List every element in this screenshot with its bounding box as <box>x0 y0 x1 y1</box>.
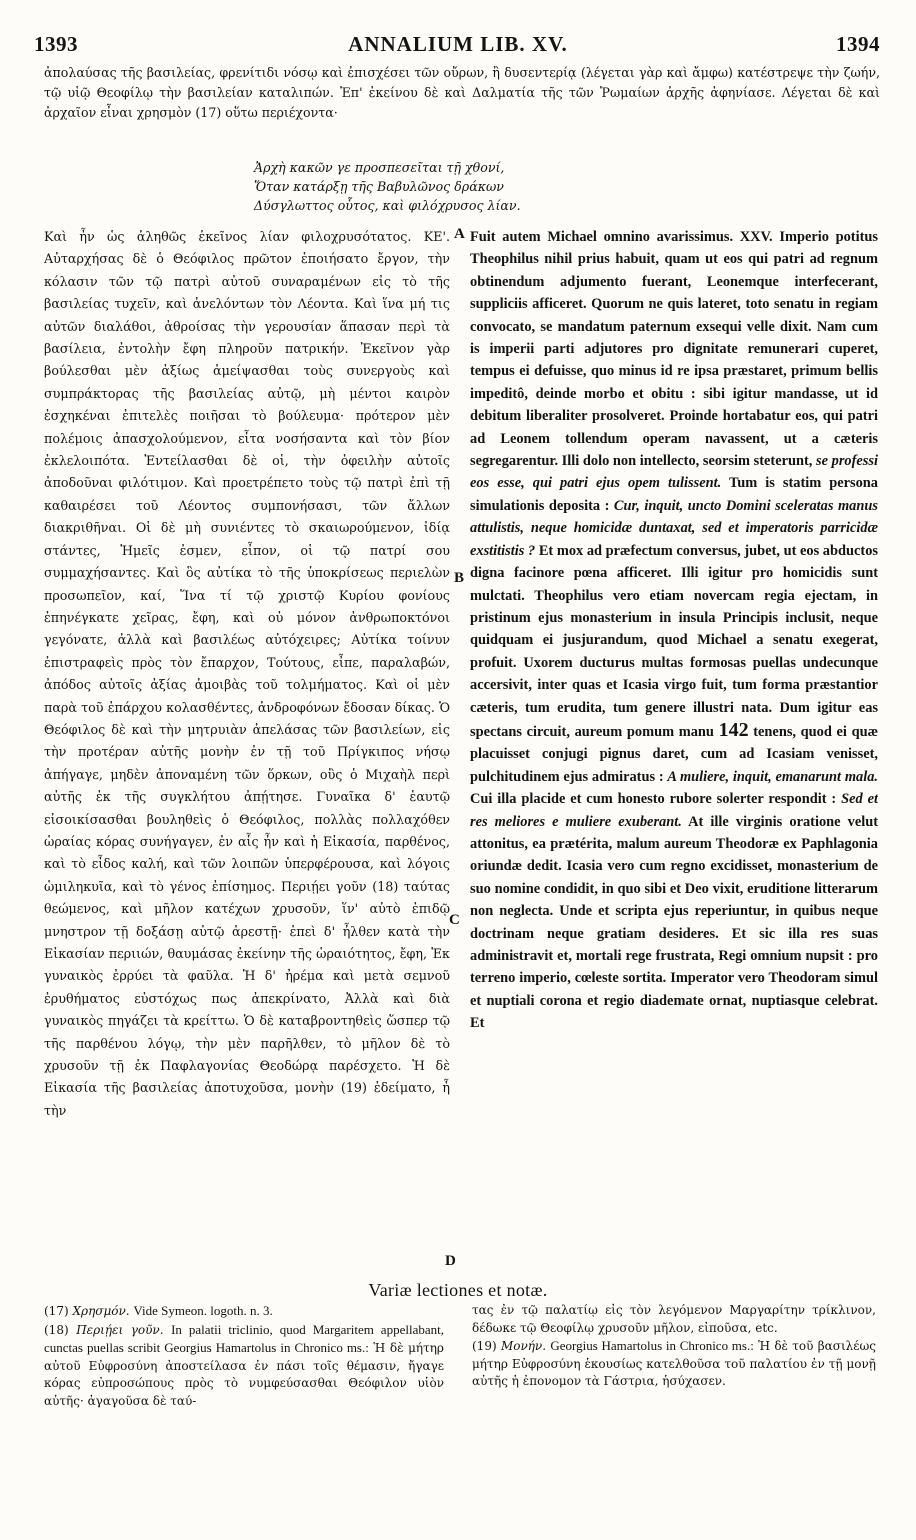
page-marker: 142 <box>718 718 749 741</box>
margin-letter-b: B <box>454 570 465 586</box>
latin-text: Cui illa placide et cum honesto rubore solerter respondit : <box>470 791 837 808</box>
latin-italic: se professi eos esse, qui patri ejus opem tulissent. <box>470 453 878 492</box>
intro-greek-paragraph: ἀπολαύσας τῆς βασιλείας, φρενίτιδι νόσῳ καὶ ἐπισχέσει τῶν οὔρων, ἢ δυσεντερίᾳ (λέγεται γὰρ καὶ ἄμφω) κατέστρεψε τὴν ζωήν, τῷ υἱῷ Θεοφίλῳ τὴν βασιλείαν καταλιπών. Ἐπ' ἐκείνου δὲ καὶ Δαλματία τῆς τῶν Ῥωμαίων ἀρχῆς ἀφηνίασε. Λέγεται δὲ καὶ ἀρχαῖον εἶναι χρησμὸν (17) οὕτω περιέχοντα· <box>44 65 880 120</box>
oracle-verse <box>254 158 774 215</box>
latin-italic: A muliere, inquit, emanarunt mala. <box>667 768 878 785</box>
note-number: (17) <box>44 1304 69 1318</box>
note-number: (18) <box>44 1322 69 1337</box>
note-text: Vide Symeon. logoth. n. 3. <box>133 1303 273 1318</box>
latin-column <box>470 226 878 1285</box>
right-page-number: 1394 <box>836 32 880 56</box>
latin-text: At ille virginis oratione velut attonitus, ea prætérita, malum aureum Theodoræ ex Paphlagonia oriundæ dedit. Icasia vero cum regno excidisset, monasterium de suo nomine condidit, in quo sibi et Deo vixit, eruditione litterarum non neglecta. Unde et scripta ejus reperiuntur, in quibus neque doctrinam neque gratiam desideres. Et sic illa res suas administravit et, mortali rege frustrata, Regi omnium nupsit : pro terreno imperio, cœleste sortita. Imperator vero Theodoram simul et nuptiali corona et regio diademate ornat, nuptiasque celebrat. Et <box>470 813 878 1032</box>
verse-line: Δύσγλωττος οὗτος, καὶ φιλόχρυσος λίαν. <box>254 198 521 213</box>
notes-left-column <box>44 1302 444 1411</box>
verse-line: Ὅταν κατάρξῃ τῆς Βαβυλῶνος δράκων <box>254 179 504 194</box>
note-text: Georgius Hamartolus in Chronico ms.: <box>550 1338 754 1354</box>
margin-letter-a: A <box>454 226 465 242</box>
note-text: In palatii triclinio, quod Margaritem appellabant, cunctas puellas scribit Georgius Hamartolus in Chronico ms.: <box>44 1321 444 1356</box>
latin-text: Et mox ad præfectum conversus, jubet, ut eos abductos digna facinore pœna afficeret. Illi igitur pro homicidis sunt mulctati. Theophilus vero etiam novercam regia ejectam, in pristinum ejus monasterium in insula Principis inclusit, neque quidquam ei jusjurandum, quod Michael a senatu exegerat, profuit. Uxorem ducturus multas formosas puellas undecunque accersivit, inter quas et Icasia virgo fuit, tum forma præstantior cæteris, tum erudita, tum genere illustri nata. Dum igitur eas spectans circuit, aureum pomum manu <box>470 542 878 740</box>
note-greek: Ἡ δὲ μήτηρ αὐτοῦ Εὐφροσύνη ἀποστείλασα ἐν πάσι τοῖς θέμασιν, ἤγαγε κόρας εὐπροσώπους πρὸς τὸ νυμφεύσασθαι Θεόφιλον υἱὸν αὐτῆς· ἀγαγοῦσα δὲ ταύ- <box>44 1341 444 1408</box>
left-page-number: 1393 <box>34 32 78 56</box>
notes-heading: Variæ lectiones et notæ. <box>368 1280 548 1300</box>
note-lemma: Μονήν. <box>500 1339 547 1354</box>
note-lemma: Περιῄει γοῦν. <box>76 1322 164 1337</box>
note-number: (19) <box>472 1339 497 1354</box>
notes-right-column <box>472 1302 876 1391</box>
note-greek: τας ἐν τῷ παλατίῳ εἰς τὸν λεγόμενον Μαργαρίτην τρίκλινον, δέδωκε τῷ Θεοφίλῳ χρυσοῦν μῆλον, εἰποῦσα, etc. <box>472 1303 876 1335</box>
latin-text: Fuit autem Michael omnino avarissimus. XXV. Imperio potitus Theophilus nihil prius habuit, quam ut eos qui patri ad regnum obtinendum adjumento fuerant, Leonemque interfecerant, suppliciis afficeret. Quorum ne quis lateret, toto senatu in regiam convocato, se mandatum paternum exsequi velle dixit. Nam cum is imperii parti adjutores pro dignitate remunerari cuperet, tempus ei defuisse, quo minus id re ipsa præstaret, primum bellis impeditô, deinde morbo et obitu : sibi igitur mandasse, ut id debitum liberaliter prosolveret. Proinde hortabatur eos, qui patri ad Leonem tollendum operam navassent, ut a cæteris segregarentur. Illi dolo non intellecto, seorsim steterunt, <box>470 229 878 470</box>
latin-text: Tum is statim persona simulationis deposita : <box>470 475 878 514</box>
note-greek: Ἡ δὲ τοῦ βασιλέως μήτηρ Εὐφροσύνη ἑκουσίως κατελθοῦσα τοῦ παλατίου ἐν τῇ μονῇ αὐτῆς ἡ ἐπονομον τὰ Γάστρια, ἡσύχασεν. <box>472 1339 876 1389</box>
verse-line: Ἀρχὴ κακῶν γε προσπεσεῖται τῇ χθονί, <box>254 160 505 175</box>
latin-italic: Cur, inquit, uncto Domini sceleratas manus attulistis, neque homicidæ duntaxat, sed et imperatoris parricidæ exstitistis ? <box>470 497 878 559</box>
greek-column: Καὶ ἦν ὡς ἀληθῶς ἐκεῖνος λίαν φιλοχρυσότατος. ΚΕ'. Αὐταρχήσας δὲ ὁ Θεόφιλος πρῶτον ἐποιήσατο ἔργον, τὴν κόλασιν τῶν τῷ πατρὶ αὐτοῦ συναραμένων εἰς τὸ τῆς βασιλείας τυχεῖν, καὶ ἀνελόντων τὸν Λέοντα. Καὶ ἵνα μή τις αὐτῶν διαλάθοι, ἀθροίσας τὴν γερουσίαν ἅπασαν περὶ τὰ βασίλεια, ἐντολὴν ἔφη πληροῦν πατρικήν. Ἐκεῖνον γὰρ βούλεσθαι μὲν ἀξίως ἀμείψασθαι τοὺς συνεργοὺς καὶ συμπράκτορας τῆς βασιλείας αὐτῷ, μὴ μέντοι καιρὸν ἐσχηκέναι ἐπιτελὲς ποιῆσαι τὸ βούλευμα· πρότερον μὲν πολέμοις ἀπασχολούμενον, εἶτα νοσήσαντα καὶ τὸν βίον ἐκλελοιπότα. Ἐντείλασθαι δὲ οἱ, τὴν ὀφειλὴν αὐτοῖς ἀποδοῦναι φιλότιμον. Καὶ προετρέπετο τοὺς τῷ πατρὶ ἐπὶ τῇ καθαιρέσει τοῦ Λέοντος συμπονήσασι, τῶν ἄλλων διακριθῆναι. Οἱ δὲ μὴ συνιέντες τὸ σκαιωρούμενον, ἰδίᾳ στάντες, Ἡμεῖς ἐσμεν, εἶπον, οἱ τῷ πατρί σου συμμαχήσαντες. Καὶ ὃς αὐτίκα τὸ τῆς ὑποκρίσεως περιελὼν προσωπεῖον, καί, Ἵνα τί τῷ χριστῷ Κυρίου φονίους ἐπηνέγκατε χεῖρας, ἔφη, καὶ οὐ μόνον ἀνθρωποκτόνοι γεγόνατε, ἀλλὰ καὶ βασιλέως αὐτόχειρες; Αὐτίκα τοίνυν ἐπιστραφεὶς πρὸς τὸν ἔπαρχον, Τούτους, εἶπε, παραλαβών, ἀπόδος αὐτοῖς ἀξίας ἀμοιβὰς τοῦ τολμήματος. Καὶ οἱ μὲν παρὰ τοῦ ἐπάρχου κολασθέντες, ἀνδροφόνων ἔδοσαν δίκας. Ὁ Θεόφιλος δὲ καὶ τὴν μητρυιὰν ἀπελάσας τῶν βασιλείων, εἰς τὴν προτέραν αὐτῆς μονὴν ἐν τῇ τοῦ Πρίγκιπος νήσῳ ἀπήγαγε, μηδὲν ἀποναμένη τῶν ὅρκων, οὓς ὁ Μιχαὴλ περὶ αὐτῆς ἐκ τῆς συγκλήτου ἀπῄτησε. Γυναῖκα δ' ἑαυτῷ εἰσοικίσασθαι βουληθεὶς ὁ Θεόφιλος, πολλὰς πολλαχόθεν ὡραίας κόρας συνήγαγεν, ἐν αἷς ἦν καὶ ἡ Εἰκασία, παρθένος, καὶ τὸ εἶδος καλή, καὶ τῶν λοιπῶν ὑπερφέρουσα, καὶ λόγοις ὡμιληκυῖα, καὶ τὸ γένος ἐπίσημος. Περιῄει γοῦν (18) ταύτας θεώμενος, καὶ μῆλον κατέχων χρυσοῦν, ἵν' αὐτὸ ἐπιδῷ μνηστρον τῇ δοξάσῃ αὐτῷ ἀρεστῇ· ἐπεὶ δ' ἦλθεν κατὰ τὴν Εἰκασίαν περιιών, θαυμάσας ἐκείνην τῆς ὡραιότητος, ἔφη, Ἐκ γυναικὸς ἐρρύει τὰ φαῦλα. Ἡ δ' ἠρέμα καὶ μετὰ σεμνοῦ ἐρυθήματος εὐστόχως πως ἀπεκρίνατο, Ἀλλὰ καὶ διὰ γυναικὸς πηγάζει τὰ κρείττω. Ὁ δὲ καταβροντηθεὶς ὥσπερ τῷ τῆς παρθένου λόγῳ, τὴν μὲν παρῆλθεν, τὸ μῆλον δὲ τὸ χρυσοῦν τῇ ἐκ Παφλαγονίας Θεοδώρᾳ παρέσχετο. Ἡ δὲ Εἰκασία τῆς βασιλείας ἀποτυχοῦσα, μονὴν (19) ἐδείματο, ἧ τὴν <box>44 229 450 1118</box>
note-lemma: Χρησμόν. <box>72 1304 130 1318</box>
margin-letter-c: C <box>449 912 460 928</box>
latin-italic: Sed et res meliores e muliere exuberant. <box>470 791 878 830</box>
running-title: ANNALIUM LIB. XV. <box>348 32 568 56</box>
margin-letter-d: D <box>445 1253 456 1269</box>
latin-text: tenens, quod ei quæ placuisset conjugi pignus daret, cum ad Icasiam venisset, pulchitudinem ejus admiratus : <box>470 723 878 785</box>
